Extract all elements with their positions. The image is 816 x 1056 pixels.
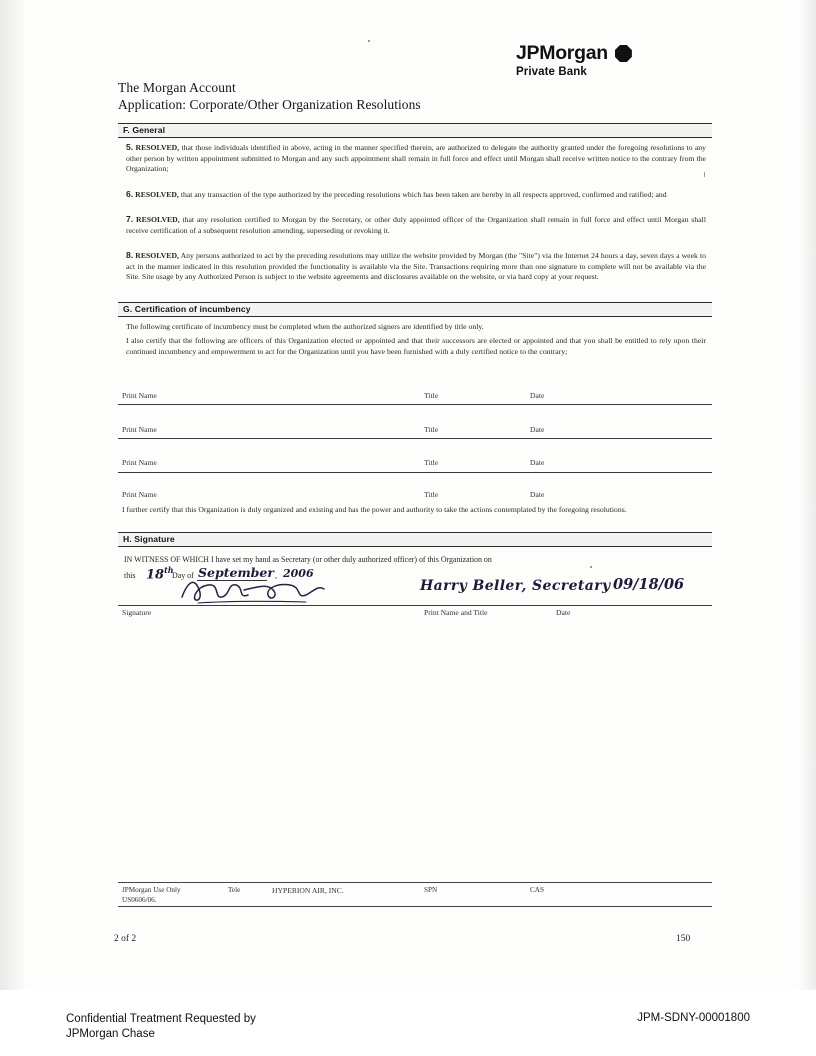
scan-speck <box>590 566 592 568</box>
resolution-item-7 <box>126 214 706 236</box>
octagon-logo-icon <box>615 45 632 62</box>
resolution-7-text: that any resolution certified to Morgan by the Secretary, or other duly appointed officer of the Organization shall remain in full force and effect until Morgan shall receive certification of a subsequent resolution amending, superseding or revoking it. <box>126 215 706 235</box>
month-value-handwritten: September <box>198 565 274 580</box>
resolution-8-mark: 8. <box>126 250 134 260</box>
resolution-8-lead: RESOLVED, <box>135 251 179 260</box>
row-1-date-label: Date <box>530 391 545 400</box>
row-4-print-name-label: Print Name <box>122 490 157 499</box>
cas-label: CAS <box>530 886 544 894</box>
witness-statement: IN WITNESS OF WHICH I have set my hand as Secretary (or other duly authorized officer) of this Organization on <box>124 555 492 564</box>
brand-block <box>516 42 716 78</box>
scan-speck <box>704 172 705 177</box>
confidential-line-1: Confidential Treatment Requested by <box>66 1013 256 1025</box>
section-header-signature-label: H. Signature <box>123 534 175 544</box>
form-code: US0606/06. <box>122 896 157 904</box>
signature-caption: Signature <box>122 608 152 617</box>
comma-separator: , <box>275 571 277 580</box>
print-name-title-ink: Harry Beller, Secretary <box>420 578 611 594</box>
tele-label: Tele <box>228 886 241 894</box>
row-1-title-label: Title <box>424 391 439 400</box>
section-header-general-label: F. General <box>123 125 166 135</box>
confidential-notice <box>66 1012 256 1042</box>
row-1-rule <box>118 404 712 405</box>
print-name-title-caption: Print Name and Title <box>424 608 488 617</box>
row-3-rule <box>118 472 712 473</box>
day-of-label: Day of <box>172 571 194 580</box>
row-3-print-name-label: Print Name <box>122 458 157 467</box>
signature-ink-mark <box>178 573 328 605</box>
resolution-5-mark: 5. <box>126 142 134 152</box>
date-caption: Date <box>556 608 571 617</box>
certification-body: I also certify that the following are officers of this Organization elected or appointed and that their successors are elected or appointed and that you shall be entitled to rely upon their continued incumbency and empowerment to act for the Organization until you have been furnished with a duly certified notice to the contrary; <box>126 336 706 356</box>
day-value-handwritten <box>146 565 174 582</box>
brand-name: JPMorgan <box>516 42 608 64</box>
this-label: this <box>124 571 136 580</box>
confidential-line-2: JPMorgan Chase <box>66 1028 155 1040</box>
signature-date-ink: 09/18/06 <box>613 576 685 593</box>
resolution-item-8 <box>126 250 706 283</box>
section-header-signature <box>118 532 712 547</box>
title-line-1: The Morgan Account <box>118 80 236 95</box>
row-1-print-name-label: Print Name <box>122 391 157 400</box>
brand-subtitle: Private Bank <box>516 66 587 78</box>
title-line-2: Application: Corporate/Other Organization Resolutions <box>118 97 421 112</box>
row-3-date-label: Date <box>530 458 545 467</box>
resolution-5-text: that those individuals identified in above, acting in the manner specified therein, are authorized to delegate the authority granted under the foregoing resolutions to any other person by written appointment submitted to Morgan and any such appointment shall remain in full force and effect until Morgan shall receive written notice to the contrary from the Organization; <box>126 143 706 174</box>
scan-speck <box>368 40 370 42</box>
section-header-general <box>118 123 712 138</box>
row-2-date-label: Date <box>530 425 545 434</box>
resolution-6-text: that any transaction of the type authorized by the preceding resolutions which has been taken are hereby in all respects approved, confirmed and ratified; and <box>180 190 667 199</box>
bank-use-label: JPMorgan Use Only <box>122 886 181 894</box>
signature-rule <box>118 605 712 606</box>
page-title <box>118 79 421 113</box>
row-2-rule <box>118 438 712 439</box>
page-number-label: 2 of 2 <box>114 934 137 944</box>
footer-top-rule <box>118 882 712 883</box>
resolution-8-text: Any persons authorized to act by the preceding resolutions may utilize the website provided by Morgan (the "Site") via the Internet 24 hours a day, seven days a week to act in the manner indicated in this resolution provided the functionality is available via the Site. Transactions requiring more than one signature to complete will not be available via the Site. Site usage by any Authorized Person is subject to the website agreements and disclosures available on the website, or via hard copy at your request. <box>126 251 706 282</box>
resolution-6-lead: RESOLVED, <box>135 190 179 199</box>
row-2-print-name-label: Print Name <box>122 425 157 434</box>
resolution-7-lead: RESOLVED, <box>136 215 180 224</box>
row-2-title-label: Title <box>424 425 439 434</box>
bates-number: JPM-SDNY-00001800 <box>637 1012 750 1024</box>
year-value: 2006 <box>283 567 314 580</box>
spn-label: SPN <box>424 886 438 894</box>
resolution-item-5 <box>126 142 706 175</box>
section-header-certification <box>118 302 712 317</box>
resolution-7-mark: 7. <box>126 214 134 224</box>
certification-intro: The following certificate of incumbency must be completed when the authorized signers are identified by title only. <box>126 322 484 331</box>
row-4-date-label: Date <box>530 490 545 499</box>
day-number: 18 <box>146 567 165 583</box>
organization-name: HYPERION AIR, INC. <box>272 886 344 895</box>
section-header-certification-label: G. Certification of incumbency <box>123 304 251 314</box>
resolution-6-mark: 6. <box>126 189 134 199</box>
resolution-5-lead: RESOLVED, <box>135 143 180 152</box>
page-number-right: 150 <box>676 934 691 944</box>
footer-bottom-rule <box>118 906 712 907</box>
day-suffix: th <box>164 565 174 575</box>
certification-closing: I further certify that this Organization is duly organized and existing and has the power and authority to take the actions contemplated by the foregoing resolutions. <box>122 505 627 514</box>
resolution-item-6 <box>126 189 706 201</box>
row-3-title-label: Title <box>424 458 439 467</box>
row-4-title-label: Title <box>424 490 439 499</box>
